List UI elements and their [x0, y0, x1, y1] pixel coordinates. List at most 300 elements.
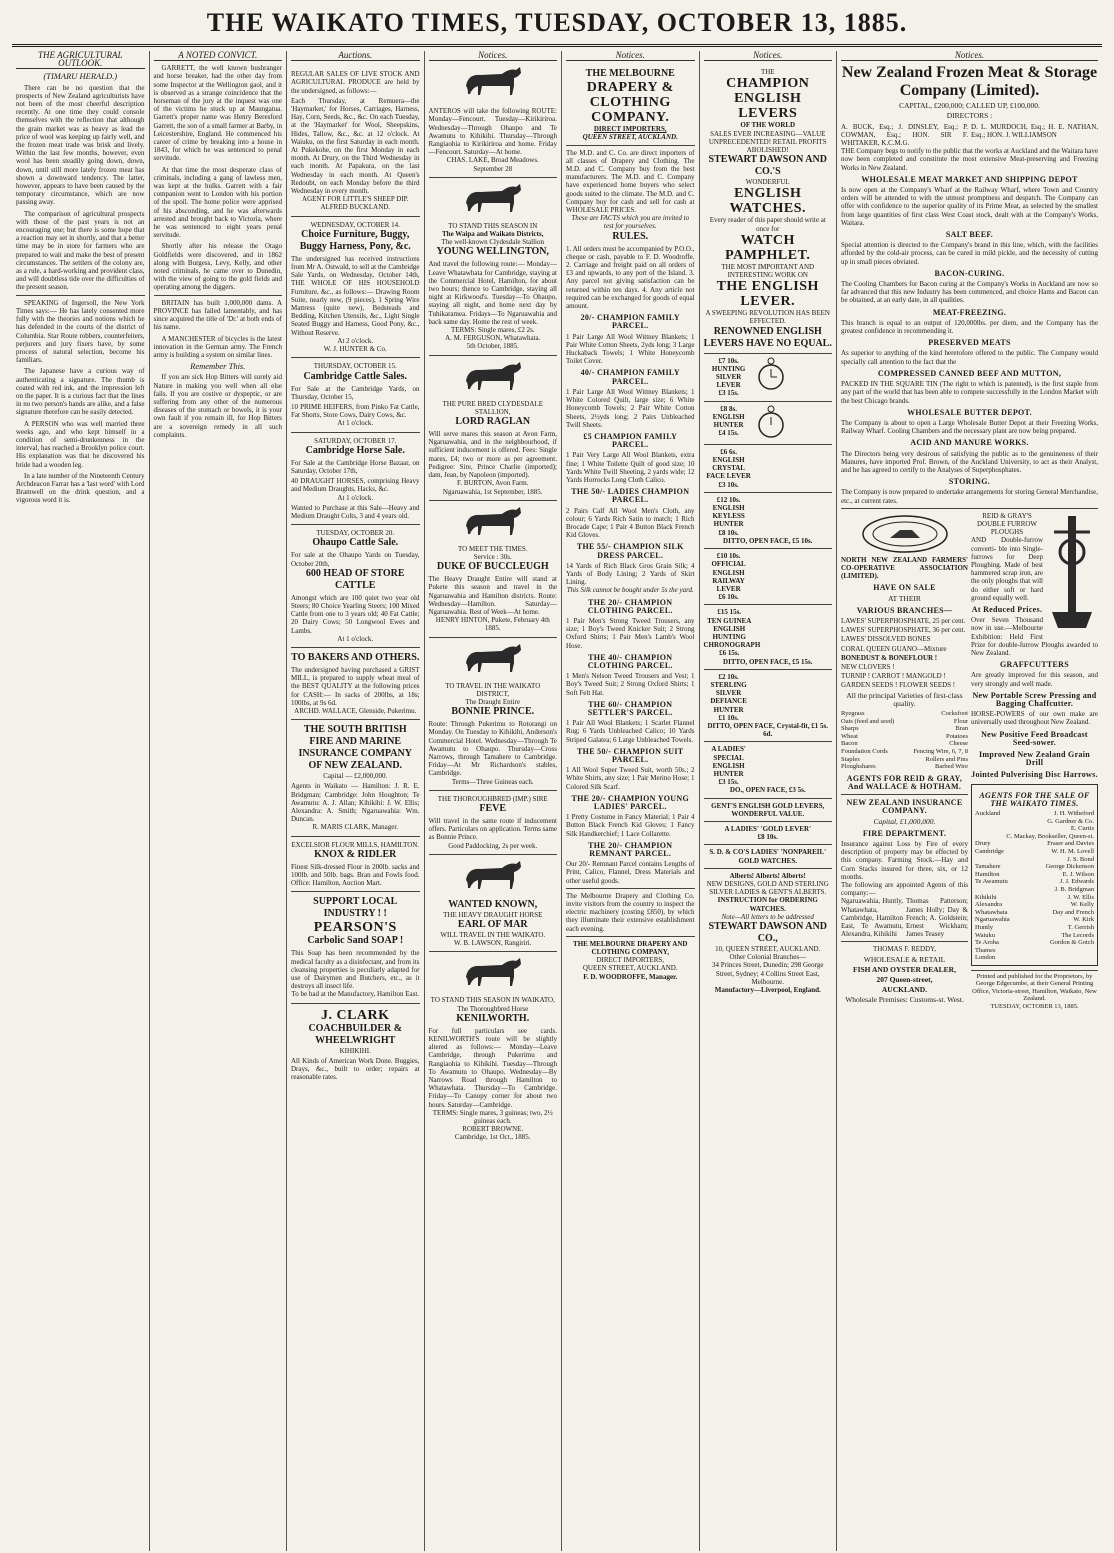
section-body: The Directors being very desirous of satisfying the public as to the genuineness of their Manures, have imported Prof. Brown, of the Auckland University, to act as their Analyst, and he has agreed to certify to the Analyses of Superphosphates.	[841, 449, 1098, 474]
watch-price-was: £6 6s.	[720, 447, 737, 456]
ad-pearsons-soap	[291, 892, 420, 1003]
disc-harrows: Jointed Pulverising Disc Harrows.	[971, 770, 1098, 780]
column-4-notices	[425, 51, 563, 1551]
auction-ad-horses	[291, 433, 420, 526]
printer-imprint	[971, 970, 1098, 1011]
parcel-body: 1 Pair All Wool Blankets; 1 Scarlet Flannel Rug; 6 Yards Unbleached Calico; 10 Yards Striped Galatea; 6 Large Unbleached Towels.	[566, 719, 695, 744]
agent-place: Cambridge	[975, 848, 1004, 855]
watch-label: GENT'S ENGLISH GOLD LEVERS, WONDERFUL VALUE.	[711, 801, 825, 818]
notice-earl-of-mar	[429, 895, 558, 953]
section-body: As superior to anything of the kind heretofore offered to the public. The Company would specially call attention to the fact that the	[841, 349, 1098, 366]
columns	[12, 51, 1102, 1551]
agricultural-outlook-heading: THE AGRICULTURAL OUTLOOK.	[16, 51, 145, 69]
grid-cell: Foundation Cords	[841, 747, 888, 755]
manufactory: Manufactory—Liverpool, England.	[714, 986, 821, 995]
notices-heading: Notices.	[566, 51, 695, 61]
coop-item: LAWES' DISSOLVED BONES	[841, 635, 931, 644]
divider	[841, 794, 968, 795]
watch-price-now: £4 15s.	[718, 429, 739, 438]
parcel-title: THE 50/- CHAMPION SUIT PARCEL.	[577, 746, 684, 765]
agent-row	[975, 825, 1094, 833]
notice-service: Service : 30s.	[473, 552, 512, 561]
parcel-body: 2 Pairs Calf All Wool Men's Cloth, any colour; 6 Yards Rich Satin to match; 1 Rich Brocade Cape; 1 Pair 4 Button Black French Kid Gloves.	[566, 506, 695, 540]
coop-grid-row	[841, 725, 968, 733]
reddy-city: AUCKLAND.	[881, 985, 928, 995]
ad-signature: W. J. HUNTER & Co.	[323, 345, 387, 354]
agent-row	[975, 871, 1094, 879]
fire-heading: FIRE DEPARTMENT.	[862, 828, 947, 838]
imprint-date: TUESDAY, OCTOBER 13, 1885.	[990, 1002, 1079, 1010]
ad-time: At 1 o'clock.	[337, 634, 374, 643]
watch-ditto: DITTO, OPEN FACE, Crystal-fit, £1 5s. 6d.	[707, 721, 828, 739]
maker-name: STEWART DAWSON AND CO.'S	[708, 154, 827, 178]
ad-product: WATCH PAMPHLET.	[725, 232, 811, 263]
agent-place: Ngaruawahia	[975, 916, 1010, 924]
ad-time: At 1 o'clock.	[337, 493, 374, 502]
coop-item: TURNIP ! CARROT ! MANGOLD !	[841, 672, 946, 681]
ad-closing: The Melbourne Drapery and Clothing Co. invite visitors from the country to inspect the electric machinery (costing £850), by which they illuminate their extensive establishment each evening.	[566, 891, 695, 933]
divider	[841, 508, 1098, 509]
agent-name: George Dickenson	[1045, 863, 1094, 871]
agent-name: C. Mackay, Bookseller, Queen-st.	[1006, 832, 1094, 840]
ad-excelsior-mills	[291, 837, 420, 893]
horse-name: DUKE OF BUCCLEUGH	[436, 561, 549, 573]
section-heading: WHOLESALE BUTTER DEPOT.	[907, 407, 1032, 417]
watch-price-was: £15 15s.	[717, 608, 742, 617]
notice-breed: The well-known Clydesdale Stallion	[441, 238, 544, 247]
coop-ad	[841, 512, 968, 1011]
notice-young-wellington	[429, 218, 558, 356]
watch-label: TEN GUINEA ENGLISH HUNTING CHRONOGRAPH	[703, 616, 761, 650]
horse-name: FEVE	[479, 802, 507, 814]
reid-gray-ad	[971, 512, 1098, 1011]
ad-clark-coachbuilder	[291, 1004, 420, 1086]
agent-row	[975, 909, 1094, 917]
notice-feve	[429, 791, 558, 855]
notice-terms: TERMS: Single mares, 3 guineas; two, 2½ guineas each.	[432, 1108, 553, 1126]
ad-title: ENGLISH LEVERS	[734, 91, 802, 122]
article-paragraph: If you are sick Hop Bitters will surely aid Nature in making you well when all else fails. If you are costive or dyspeptic, or are suffering from any other of the numerous diseases of the stomach or bowels, it is your own fault if you remain ill, for Hop Bitters are a sovereign remedy in all such complaints.	[153, 373, 282, 439]
ad-title: TO BAKERS AND OTHERS.	[291, 651, 420, 663]
article-paragraph: GARRETT, the well known bushranger and horse breaker, had the other day from some Inspector at the Wellington gaol, and it is observed as a strange coincidence that the horseman of the jury at the inquest was one of the victims he stuck up at Maungatua. Garrett's proper name was Henry Beresford Garrett, the son of a small farmer at Barby, in Leicestershire, England. He commenced his career of crime by breaking into a house in 1843, for which he was sentenced to penal servitude.	[153, 64, 282, 163]
divider	[704, 821, 833, 822]
watch-ditto: DO., OPEN FACE, £3 5s.	[729, 786, 806, 795]
notice-title: TO STAND THIS SEASON IN WAIKATO,	[430, 996, 555, 1005]
ad-note: AGENT FOR LITTLE'S SHEEP DIP.	[302, 195, 409, 204]
notice-date: 5th October, 1885.	[466, 342, 519, 351]
auction-ad-ohaupo	[291, 525, 420, 648]
agent-row	[975, 810, 1094, 818]
divider	[704, 548, 833, 549]
ad-lot: 600 HEAD OF STORE CATTLE	[305, 567, 405, 591]
agents-title: AGENTS FOR THE SALE OF THE WAIKATO TIMES.	[979, 790, 1090, 808]
coop-items	[841, 617, 968, 690]
article-paragraph: Shortly after his release the Otago Goldfields were discovered, and in 1862 along with Burgess, Levy, Kelly, and other noted criminals, he came over to Dunedin, with the view of going to the gold fields and operating among the diggers.	[153, 242, 282, 292]
watch-price-now: £3 15s.	[718, 778, 739, 787]
ad-title: COACHBUILDER & WHEELWRIGHT	[308, 1022, 403, 1046]
agent-row	[975, 863, 1094, 871]
parcel-body: 14 Yards of Rich Black Gros Grain Silk; 4 Yards of Body Lining; 2 Yards of Skirt Lining.	[566, 561, 695, 587]
coop-grid	[841, 710, 968, 771]
branches-heading: Other Colonial Branches—	[729, 953, 807, 962]
agent-row	[975, 856, 1094, 864]
agent-name: W. Kelly	[1070, 901, 1094, 909]
section-body: PACKED IN THE SQUARE TIN (The right to which is patented), is the first staple from any part of the world that has been able to compete successfully in the London Market with the best Chicago brands.	[841, 380, 1098, 405]
directors-right: D. L. MURDOCH, Esq.; H. E. NATHAN, Esq.; HON. J. WILLIAMSON	[971, 122, 1098, 139]
ad-wanted: Wanted to Purchase at this Sale—Heavy and Medium Draught Colts, 3 and 4 years old.	[291, 503, 420, 520]
imprint-text: Printed and published for the Proprietors, by George Edgecumbe, at their General Printing Office, Victoria-street, Hamilton, Waikato, New Zealand.	[972, 972, 1097, 1003]
ad-time: At 2 o'clock.	[337, 336, 374, 345]
grid-cell: Oats (feed and seed)	[841, 717, 895, 725]
notice-body: Will travel in the same route if inducement offers. Particulars on application. Terms same as Bonnie Prince.	[428, 816, 557, 842]
agent-place: Hamilton	[975, 870, 1000, 878]
column-1	[12, 51, 150, 1551]
watch-price-was: £2 10s.	[718, 672, 739, 681]
agent-row	[975, 924, 1094, 932]
notice-signature: W. B. LAWSON, Rangiriri.	[453, 939, 532, 948]
horse-illustration-icon	[458, 359, 528, 393]
agent-name: E. Curtis	[1070, 825, 1094, 833]
watch-ditto: DITTO, OPEN FACE, £5 15s.	[723, 657, 813, 666]
coop-item: GARDEN SEEDS ! FLOWER SEEDS !	[841, 681, 956, 690]
ad-tagline: These are FACTS which you are invited to test for yourselves.	[571, 214, 690, 231]
agent-row	[975, 833, 1094, 841]
ad-body: The undersigned has received instructions from Mr A. Ostwald, to sell at the Cambridge Sale Yards, on Wednesday, October 14th, THE WHOLE OF HIS HOUSEHOLD Furniture, &c., as follows:— Drawing Room Suite, nearly new, (9 pieces), 1 Spring Wire Mattress (quite new), Bedsteads and Bedding, Kitchen Utensils, &c., Light Single Seated Buggy and Harness, Good Pony, &c., Without Reserve.	[291, 254, 420, 337]
coop-varieties: All the principal Varieties of first-class quality.	[846, 690, 963, 708]
notice-signature: F. BURTON, Avon Farm.	[457, 479, 529, 488]
parcel-title: THE 20/- CHAMPION REMNANT PARCEL.	[588, 840, 673, 859]
ad-title: EXCELSIOR FLOUR MILLS, HAMILTON.	[291, 840, 420, 849]
coop-item: LAWES' SUPERPHOSPHATE, 36 per cent.	[841, 626, 966, 635]
agent-name: Fraser and Davies	[1047, 840, 1094, 848]
ad-footer: QUEEN STREET, AUCKLAND.	[582, 964, 678, 973]
parcel-title: 20/- CHAMPION FAMILY PARCEL.	[580, 313, 680, 331]
ad-title: COMPANY.	[591, 110, 670, 126]
divider	[704, 492, 833, 493]
article-paragraph: A MANCHESTER of bicycles is the latest innovation in the German army. The French army is building a system on similar lines.	[153, 334, 282, 359]
article-paragraph: There can be no question that the prospects of New Zealand agriculturists have not been of the most cheerful description recently. At one time they could console themselves with the reflection that although the grain market was as heavy as lead the price of wool was keeping up fairly well, and the frozen meat trade was brisk and lively. Within the last few months, however, even wool has been steadily going down, down, down, until still more lately frozen meat has shown a downward tendency. The latter, however, appears to have been caused by the temporary circumstance, which are now passing away.	[16, 83, 145, 207]
agent-row	[975, 840, 1094, 848]
ad-title: SUPPORT LOCAL INDUSTRY ! !	[313, 896, 398, 920]
watch-label: ENGLISH KEYLESS HUNTER	[712, 504, 745, 529]
notice-breed: The Thoroughbred Horse	[457, 1004, 529, 1013]
notice-body: ANTEROS will take the following ROUTE: Monday—Fencourt. Tuesday—Kirikiriroa. Wednesday—Through Ohaupo and Te Awamutu to Kihikihi. Thursday—Through Rangiaohia to Kirikiriroa and home. Friday—Fencourt. Saturday—At home.	[428, 107, 557, 157]
agent-place: Thames	[975, 946, 996, 954]
auction-ad-buckland	[291, 64, 420, 216]
agent-name: G. Gardner & Co.	[1047, 817, 1094, 825]
grid-cell: Potatoes	[945, 732, 968, 740]
watch-price-now: £8 10s.	[757, 833, 778, 842]
ad-brand: PEARSON'S	[313, 920, 397, 936]
reddy-street: 207 Queen-street,	[876, 975, 933, 984]
divider	[704, 401, 833, 402]
reddy-premises: Wholesale Premises: Customs-st. West.	[845, 995, 964, 1005]
watch-price-was: £12 10s.	[716, 495, 741, 504]
notice-body: The Heavy Draught Entire will stand at Pukete this season and travel in the Ngaruawahia and Hamilton districts. Route: Wednesday—Hamilton. Saturday—Ngaruawahia. Rest of Week—At home.	[428, 575, 557, 616]
horse-illustration-icon	[458, 955, 528, 989]
ad-date: TUESDAY, OCTOBER 20.	[316, 529, 395, 538]
ad-lot: 10 PRIME HEIFERS, from Pinko Fat Cattle, Fat Shorts, Store Cows, Dairy Cows, &c.	[291, 402, 420, 420]
coop-grid-row	[841, 740, 968, 748]
divider	[566, 888, 695, 889]
section-body: The Company is now prepared to undertake arrangements for storing General Merchandise, etc., at current rates.	[841, 488, 1098, 505]
reid-exhibition: Over Seven Thousand now in use.—Melbourne Exhibition: Held First Prize for double-furrow Ploughs awarded to New Zealand.	[971, 616, 1098, 657]
divider	[704, 353, 833, 354]
watch-price-now: £1 10s.	[718, 713, 739, 722]
parcel-title: THE 40/- CHAMPION CLOTHING PARCEL.	[587, 652, 673, 670]
article-paragraph: A PERSON who was well married three weeks ago, and who kept himself in a condition of semi-drunkenness in the interval, has reached a Brooklyn police court. His explanation was that he discovered his bride had a wooden leg.	[16, 419, 145, 469]
agents-note: The following are appointed Agents of this company:—	[841, 880, 968, 898]
reid-agents: AGENTS FOR REID & GRAY, And WALLACE & HOTHAM.	[846, 773, 963, 791]
ad-note: To be had at the Manufactory, Hamilton East.	[291, 990, 420, 999]
frozen-meat-title: New Zealand Frozen Meat & Storage Company (Limited).	[841, 64, 1098, 100]
notice-terms: TERMS: Single mares, £2 2s.	[450, 326, 535, 335]
agent-name: J. W. Ellis	[1067, 893, 1094, 901]
article-paragraph: The comparison of agricultural prospects with those of the past years is not an encouraging one; but there is some hope that a reaction may set in shortly, and that a better time may be in store for farmers who are prepared to wait and make the best of present circumstances. The settlers of the colony are, as a rule, a hard-working and provident class, and will doubtless tide over the difficulties of the present season.	[16, 209, 145, 292]
lower-ads	[841, 512, 1098, 1011]
ad-title: Cambridge Cattle Sales.	[303, 370, 408, 382]
ad-address: QUEEN STREET, AUCKLAND.	[582, 133, 678, 142]
agent-row	[975, 916, 1094, 924]
coop-branches: VARIOUS BRANCHES—	[856, 605, 953, 615]
agent-row	[975, 894, 1094, 902]
notice-anteros	[429, 101, 558, 178]
rules-heading: RULES.	[612, 230, 649, 242]
nz-insurance-capital: Capital, £1,000,000.	[873, 816, 936, 826]
divider	[16, 295, 145, 296]
ad-firm: KNOX & RIDLER	[314, 848, 397, 860]
section-heading: BACON-CURING.	[934, 268, 1005, 278]
remember-this-heading: Remember This.	[190, 361, 246, 372]
rules-body: 1. All orders must be accompanied by P.O.O., cheque or cash, payable to F. D. Woodroffe. 2. Carriage and freight paid on all orders of £3 and upwards, to any port of the Island. 3. Any parcel not giving satisfaction can be returned within ten days. 4. Any article not required can be exchanged for goods of equal amount.	[566, 244, 695, 311]
coop-item: NEW CLOVERS !	[841, 662, 895, 671]
notice-body: Route: Through Pukerimu to Rotorangi on Monday. On Tuesday to Kihikihi, Anderson's Commercial Hotel. Wednesday—Through Te Awamutu to Ohaupo. Thursday—Cross Narrows, through Tamahere to Cambridge. Friday—At Mr Richardson's stables, Cambridge.	[428, 720, 557, 778]
column-2	[150, 51, 288, 1551]
notice-note: Good Paddocking, 2s per week.	[448, 841, 538, 850]
ad-body: Finest Silk-dressed Flour in 200lb. sacks and 100lb. and 50lb. bags. Bran and Fowls food. Office: Hamilton, Auction Mart.	[291, 862, 420, 888]
coop-grid-row	[841, 733, 968, 741]
address-firm: STEWART DAWSON AND CO.,	[708, 921, 827, 945]
grid-cell: Fencing Wire, 6, 7, 8	[913, 747, 968, 755]
divider	[154, 295, 283, 296]
notice-lord-raglan	[429, 396, 558, 501]
stewart-dawson-ad	[704, 64, 833, 998]
ad-agents: Agents in Waikato — Hamilton: J. R. E. Bridgman; Cambridge: John Houghton; Te Awamutu: A. J. Allan; Kihikihi: J. W. Ellis; Alexandra: A. Smith; Ngaruawahia: Wm. Duncan.	[291, 782, 420, 824]
divider	[704, 844, 833, 845]
reid-reduced: At Reduced Prices.	[971, 604, 1043, 614]
branches-list: 34 Princes Street, Dunedin; 298 George Street, Sydney; 4 Collins Street East, Melbourne.	[712, 961, 824, 986]
agent-place: Te Aroha	[975, 939, 999, 947]
coop-have: HAVE ON SALE	[873, 583, 936, 593]
section-heading: WHOLESALE MEAT MARKET AND SHIPPING DEPOT	[861, 174, 1078, 184]
graffcutters-heading: GRAFFCUTTERS	[1000, 660, 1069, 670]
coop-title: NORTH NEW ZEALAND FARMERS' CO-OPERATIVE ASSOCIATION (LIMITED).	[841, 555, 968, 581]
grid-cell: Ryegrass	[841, 709, 865, 717]
grid-cell: Bacon	[841, 740, 858, 748]
notice-body: Will serve mares this season at Avon Farm, Ngaruawahia, and in the neighbourhood, if sufficient inducement is offered. Fees: Single mares, £4; two or more as per agreement. Pedigree: Sire, Prince Charlie (imported); dam, Jean, by Napoleon (imported).	[428, 430, 557, 480]
ad-title: Choice Furniture, Buggy, Buggy Harness, Pony, &c.	[299, 228, 411, 252]
horse-name: EARL OF MAR	[457, 918, 528, 930]
column-6-watches	[700, 51, 838, 1551]
column-7-frozen-meat	[837, 51, 1102, 1551]
ad-footer: THE MELBOURNE DRAPERY AND CLOTHING COMPANY,	[573, 939, 688, 957]
coop-grid-row	[841, 710, 968, 718]
agent-name: W. H. M. Lovell	[1051, 848, 1094, 855]
horse-illustration-icon	[458, 641, 528, 675]
notices-heading: Notices.	[704, 51, 833, 61]
horse-illustration-icon	[458, 64, 528, 98]
notices-heading: Notices.	[841, 51, 1098, 61]
ad-date: WEDNESDAY, OCTOBER 14.	[310, 220, 400, 229]
fire-body: Insurance against Loss by Fire of every description of property may be effected by this company. Farming Stock.—Hay and Corn Stacks insured for three, six, or 12 months.	[841, 839, 968, 881]
watch-label: ENGLISH HUNTER	[712, 412, 745, 430]
agent-row	[975, 878, 1094, 886]
agent-name: W. Kirk	[1073, 916, 1094, 924]
agent-place: Waiuku	[975, 931, 996, 939]
coop-grid-row	[841, 718, 968, 726]
watch-label: A LADIES' SPECIAL ENGLISH HUNTER	[711, 745, 746, 778]
watch-label: OFFICIAL ENGLISH RAILWAY LEVER	[711, 560, 746, 593]
agent-name: J. H. Witheford	[1053, 810, 1094, 818]
agent-name: J. J. Edwards	[1059, 878, 1094, 886]
directors-list	[841, 123, 1098, 148]
ad-signature: R. MARIS CLARK, Manager.	[312, 823, 399, 832]
frozen-meat-capital: CAPITAL, £200,000; CALLED UP, £100,000.	[899, 101, 1040, 111]
notice-body: For full particulars see cards. KENILWORTH'S route will be slightly altered as follows:— Monday—Leave Cambridge, through Pukerimu and Rangiaohia to Kihikihi. Tuesday—Through To Awamutu to Ohaupo. Wednesday—By Narrows Road through Hamilton to Whatawhata. Thursday—To Cambridge. Friday—To Canopy corner for about two hours. Saturday—Cambridge.	[428, 1026, 557, 1109]
coop-item: BONEDUST & BONEFLOUR !	[841, 653, 938, 662]
watch-price-was: £8 8s.	[720, 404, 737, 413]
ad-title: DRAPERY & CLOTHING	[586, 80, 674, 111]
pocket-watch-icon	[757, 405, 785, 439]
watch-price-now: £3 10s.	[718, 480, 739, 489]
parcel-body: 1 Men's Nelson Tweed Trousers and Vest; 1 Boy's Tweed Suit; 2 Strong Oxford Shirts; 1 Soft Felt Hat.	[566, 672, 695, 697]
watch-price-now: £3 15s.	[718, 389, 739, 398]
watch-price-row	[704, 405, 833, 441]
ad-title: Ohaupo Cattle Sale.	[312, 537, 399, 549]
notice-subtitle: The Waipa and Waikato Districts,	[442, 230, 544, 239]
ad-subtitle: DIRECT IMPORTERS,	[593, 125, 667, 134]
ad-time: At 1 o'clock.	[337, 419, 374, 428]
portable-chaffcutter: New Portable Screw Pressing and Bagging Chaffcutter.	[972, 690, 1097, 708]
ad-firm: J. CLARK	[320, 1007, 390, 1023]
watch-price-was: £10 10s.	[716, 552, 741, 561]
notice-date: Ngaruawahia, 1st September, 1885.	[442, 487, 543, 496]
grid-cell: Flour	[953, 717, 968, 725]
section-body: The Cooling Chambers for Bacon curing at the Company's Works in Auckland are now so far advanced that this new Industry has been commenced, and choice Hams and Bacon can be obtained, at an early date, in all qualities.	[841, 280, 1098, 305]
agent-row	[975, 901, 1094, 909]
agent-place: London	[975, 954, 996, 962]
agent-row	[975, 939, 1094, 947]
watch-price-row	[704, 496, 833, 537]
parcel-title: THE 50/- LADIES CHAMPION PARCEL.	[571, 487, 690, 505]
notice-body: And travel the following route:— Monday—Leave Whatawhata for Cambridge, staying at the Commercial Hotel, Hamilton, for about two hours; thence to Cambridge, staying all night at Kirkwood's. Tuesday—To Ohaupo, staying all night, and home next day by Tuhikaramea. Fridays—To Ngaruawahia and back same day. Home the rest of week.	[428, 260, 557, 326]
watch-price-row	[704, 357, 833, 398]
notice-title: WANTED KNOWN,	[448, 898, 538, 910]
noted-convict-heading: A NOTED CONVICT.	[154, 51, 283, 61]
farmers-cooperative-seal-icon	[860, 514, 950, 554]
notice-signature: HENRY HINTON, Pukete, February 4th 1885.	[435, 616, 550, 633]
notice-title: TO TRAVEL IN THE WAIKATO DISTRICT,	[445, 681, 541, 698]
notice-date: September 28	[473, 164, 513, 173]
parcel-body: 1 Pair Large All Wool Wittney Blankets; 1 White Colored Quilt, large size; 6 White Honeycomb Towels; 2 Pair White Cotton Sheets, 2½yds long; 2 Pairs Unbleached Twill Sheets.	[566, 387, 695, 429]
coop-item: CORAL QUEEN GUANO—Mixture	[841, 644, 947, 653]
notice-date: Cambridge, 1st Oct., 1885.	[454, 1133, 531, 1142]
agent-row	[975, 886, 1094, 894]
graffcutters-body: Are greatly improved for this season, and very strongly and well made.	[971, 671, 1098, 688]
notice-title: THE THOROUGHBRED (IMP.) SIRE	[437, 794, 548, 803]
parcel-body: 1 Pair Large All Wool Wittney Blankets; 1 Pair White Cotton Sheets, 2yds long; 3 Large Huckaback Towels; 1 White Honeycomb Toilet Cover.	[566, 332, 695, 366]
ad-body: For Sale at the Cambridge Horse Bazaar, on Saturday, October 17th,	[291, 458, 420, 475]
parcel-title: 40/- CHAMPION FAMILY PARCEL.	[580, 368, 680, 386]
pocket-watch-icon	[757, 357, 785, 391]
article-paragraph: In a late number of the Nineteenth Century Archdeacon Farrar has a 'last word' with Lord Bramwell on the drink question, and a vigorous word it is.	[16, 471, 145, 505]
article-paragraph: At that time the most desperate class of criminals, including a gang of lawless men, was kept at the hulks. Garrett with a fair companion went to London with his portion of the spoil. The home police were apprised of his absconding, and he was afterwards arrested and brought back to Victoria, where he was sentenced to eight years penal servitude.	[153, 165, 282, 240]
watch-ditto: DITTO, OPEN FACE, £5 10s.	[723, 536, 813, 545]
insurance-agents	[841, 897, 968, 938]
watch-price-row	[704, 552, 833, 601]
agent-name: J. S. Bond	[1067, 855, 1094, 863]
ad-list: Amongst which are 100 quiet two year old Steers; 80 Choice Yearling Steers; 100 Mixed Cattle from one to 3 years old; 40 Fat Cattle; 20 Dairy Cows; 50 Longwool Ewes and Lambs.	[291, 593, 420, 635]
parcel-body: 1 Pretty Costume in Fancy Material; 1 Pair 4 Button Black French Kid Gloves; 1 Fancy Silk Handkerchief; 1 Lace Collarette.	[566, 813, 695, 838]
agent-place: Whatawhata	[975, 908, 1008, 916]
agent-row	[975, 848, 1094, 856]
ad-title: THE MELBOURNE	[585, 68, 675, 80]
horse-powers: HORSE-POWERS of our own make are universally used throughout New Zealand.	[971, 710, 1098, 727]
ad-capital: Capital — £2,000,000.	[323, 772, 388, 781]
notice-title: THE PURE BRED CLYDESDALE STALLION,	[442, 399, 544, 416]
directors-left: A. BUCK, Esq.; J. DINSLEY, Esq.; P. COWMAN, Esq.; HON. SIR F. WHITAKER, K.C.M.G.	[841, 122, 968, 148]
watch-price-was: £7 10s.	[718, 356, 739, 365]
ad-date: SATURDAY, OCTOBER 17.	[314, 436, 397, 445]
section-heading: PRESERVED MEATS	[928, 338, 1011, 348]
nz-insurance-title: NEW ZEALAND INSURANCE COMPANY.	[846, 798, 963, 816]
notice-route: WILL TRAVEL IN THE WAIKATO.	[440, 930, 546, 939]
reid-title: REID & GRAY'S	[982, 511, 1032, 520]
alberts-body: NEW DESIGNS, GOLD AND STERLING SILVER LADIES & GENT'S ALBERTS.	[706, 880, 829, 897]
parcel-body: 1 All Wool Super Tweed Suit, worth 50s.; 2 White Shirts, any size; 1 Pair Merino Hose; 1 Colored Silk Scarf.	[566, 766, 695, 791]
ad-product: Carbolic Sand SOAP !	[307, 935, 404, 947]
coop-grid-row	[841, 763, 968, 771]
broadcast-sower: New Positive Feed Broadcast Seed-sower.	[981, 729, 1088, 747]
section-body: This branch is equal to an output of 120,000lbs. per diem, and the Company has the greatest confidence in recommending it.	[841, 318, 1098, 336]
ad-subtitle: SALES EVER INCREASING—VALUE UNPRECEDENTED! RETAIL PROFITS ABOLISHED!	[708, 129, 827, 155]
agent-names: Thomas Patterson; James Holly; Day & French; A. Goldstein; Ernest Wickham; James Teasey	[906, 897, 968, 939]
grain-drill: Improved New Zealand Grain Drill	[979, 750, 1090, 768]
agent-row	[975, 932, 1094, 940]
agent-place: Drury	[975, 840, 991, 848]
divider	[704, 669, 833, 670]
parcel-body: 1 Pair Men's Strong Tweed Trousers, any size; 1 Boy's Tweed Knicker Suit; 2 Strong Oxford Shirts; 1 Pair Men's Lamb's Wool Hose.	[566, 616, 695, 650]
agent-name: Gordon & Gotch	[1049, 939, 1094, 947]
notice-kenilworth	[429, 992, 558, 1145]
article-attribution: (TIMARU HERALD.)	[43, 71, 118, 82]
grid-cell: Wheat	[841, 732, 858, 740]
ad-footer: F. D. WOODROFFE, Manager.	[583, 972, 678, 981]
ad-title: THE SOUTH BRITISH FIRE AND MARINE INSURANCE COMPANY OF NEW ZEALAND.	[298, 724, 412, 772]
divider	[704, 741, 833, 742]
ad-body: The undersigned having purchased a GRIST MILL, is prepared to supply wheat meal of the BEST QUALITY at the following prices for CASH:— In sacks of 200lbs, at 18s; 100lbs, at 9s 6d.	[291, 665, 420, 707]
notice-signature: ROBERT BROWNE.	[462, 1125, 524, 1134]
directors-heading: DIRECTORS :	[946, 111, 993, 121]
parcel-body: 1 Pair Very Large All Wool Blankets, extra fine; 1 White Toilette Quilt of good size; 10 Yards White Twill Sheeting, 2 yards wide; 12 Yards Horrocks Long Cloth Calico.	[566, 451, 695, 484]
masthead: THE WAIKATO TIMES, TUESDAY, OCTOBER 13, 1885.	[12, 6, 1102, 47]
ad-footer: DIRECT IMPORTERS,	[596, 956, 664, 965]
agent-place: Huntly	[975, 923, 994, 931]
watch-price-now: £6 15s.	[719, 649, 740, 658]
parcel-title: £5 CHAMPION FAMILY PARCEL.	[583, 431, 678, 450]
agent-place: Auckland	[975, 810, 1001, 818]
watch-price-row	[704, 608, 833, 657]
